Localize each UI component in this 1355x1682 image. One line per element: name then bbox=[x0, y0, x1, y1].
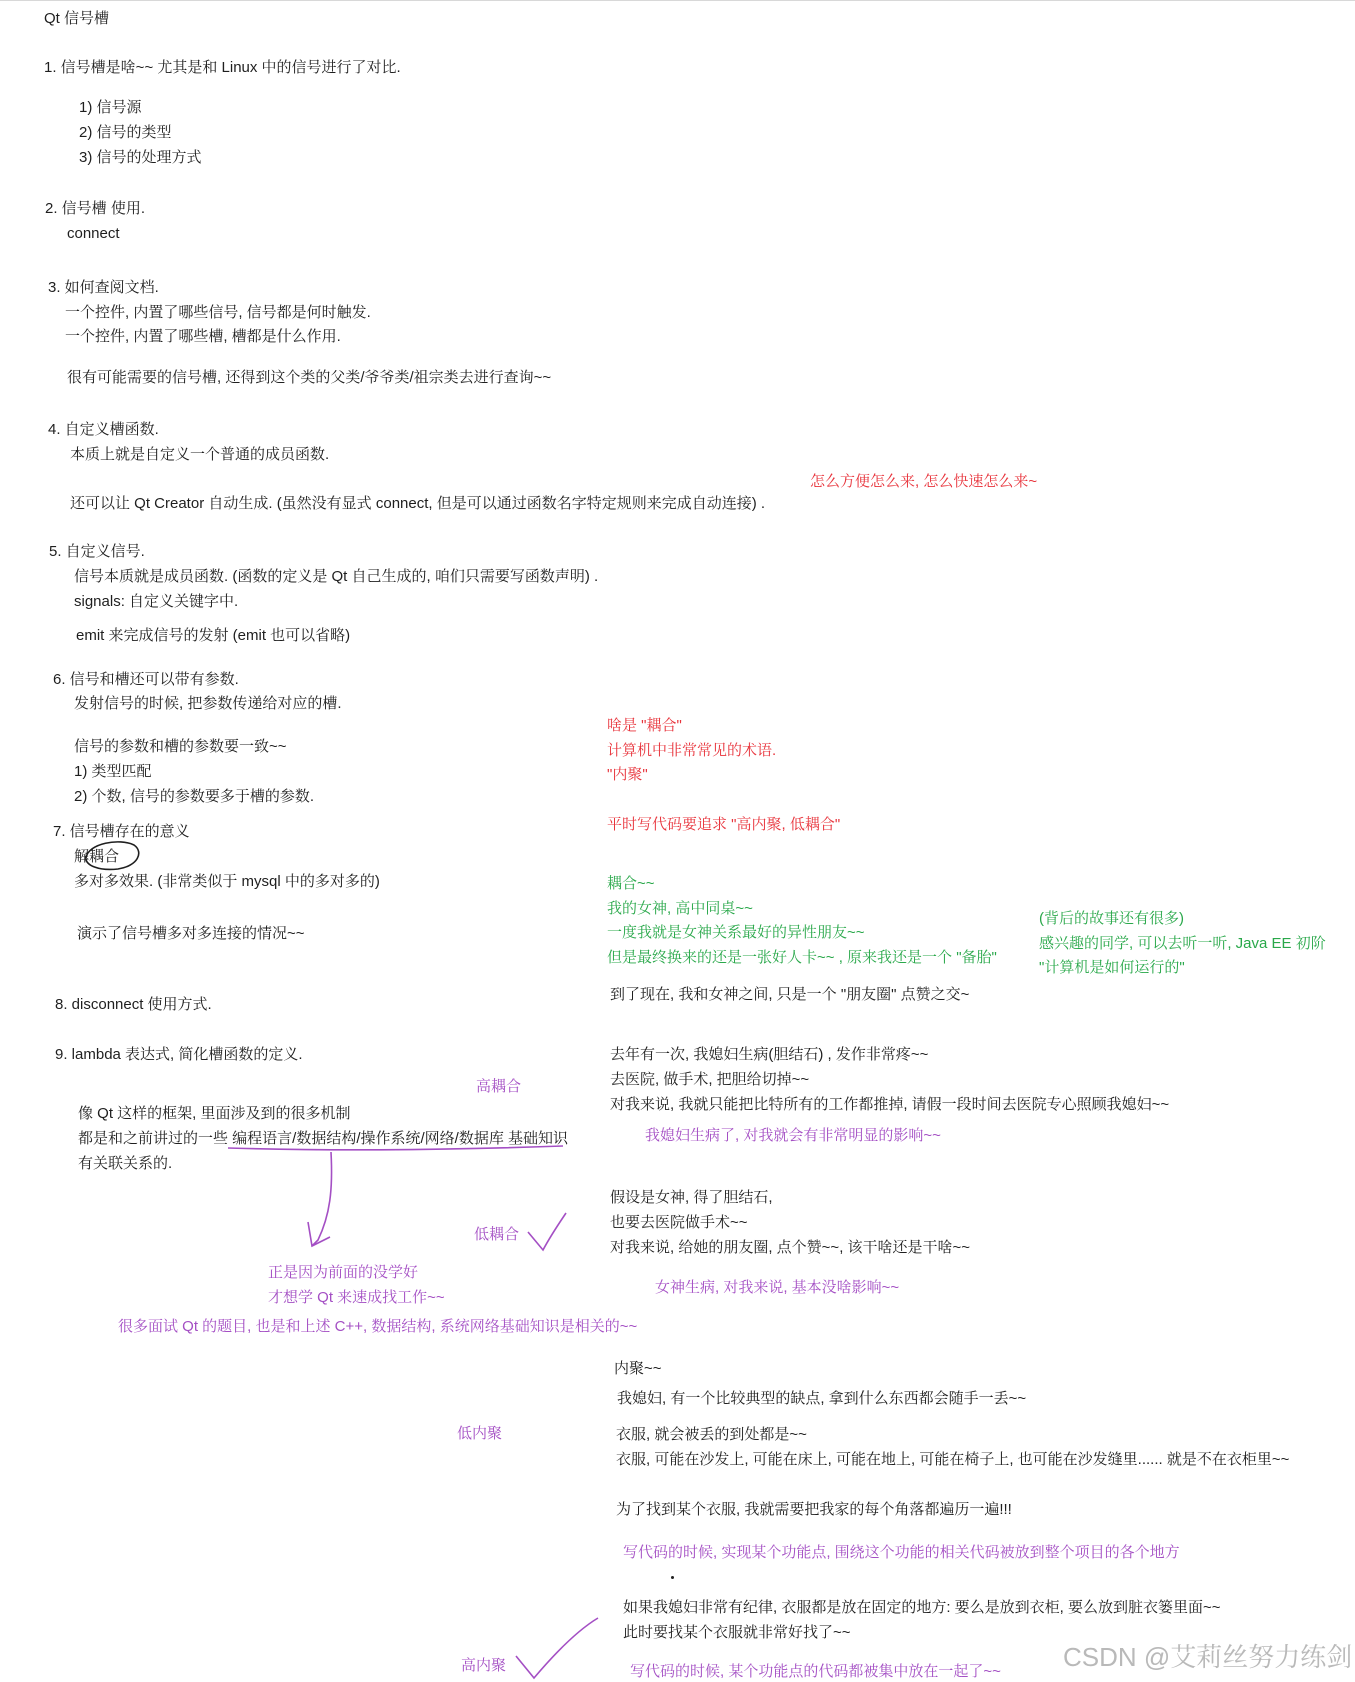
note-line: 衣服, 就会被丢的到处都是~~ bbox=[616, 1426, 807, 1443]
note-line: 演示了信号槽多对多连接的情况~~ bbox=[77, 925, 305, 942]
note-line: 3) 信号的处理方式 bbox=[79, 149, 202, 166]
green-note: "计算机是如何运行的" bbox=[1039, 959, 1185, 976]
red-note: 计算机中非常常见的术语. bbox=[607, 742, 777, 759]
ink-dot bbox=[671, 1576, 674, 1579]
note-line: 对我来说, 我就只能把比特所有的工作都推掉, 请假一段时间去医院专心照顾我媳妇~~ bbox=[610, 1096, 1170, 1113]
note-line: 对我来说, 给她的朋友圈, 点个赞~~, 该干啥还是干啥~~ bbox=[610, 1239, 971, 1256]
note-line: emit 来完成信号的发射 (emit 也可以省略) bbox=[76, 627, 351, 644]
green-note: (背后的故事还有很多) bbox=[1039, 910, 1184, 927]
note-line: 5. 自定义信号. bbox=[49, 543, 145, 560]
watermark: CSDN @艾莉丝努力练剑 bbox=[1063, 1642, 1353, 1672]
purple-note: 我媳妇生病了, 对我就会有非常明显的影响~~ bbox=[645, 1127, 941, 1144]
top-divider bbox=[0, 0, 1355, 1]
note-line: 2) 信号的类型 bbox=[79, 124, 172, 141]
note-line: 解耦合 bbox=[74, 848, 120, 865]
check-mark bbox=[528, 1213, 566, 1250]
note-line: 此时要找某个衣服就非常好找了~~ bbox=[623, 1624, 851, 1641]
purple-note-low-coupling: 低耦合 bbox=[474, 1226, 520, 1243]
note-line: 还可以让 Qt Creator 自动生成. (虽然没有显式 connect, 但是可以通过函数名字特定规则来完成自动连接) . bbox=[70, 495, 766, 512]
check-mark bbox=[516, 1618, 598, 1678]
note-line: 9. lambda 表达式, 简化槽函数的定义. bbox=[55, 1046, 303, 1063]
note-line: 4. 自定义槽函数. bbox=[48, 421, 159, 438]
note-line: 6. 信号和槽还可以带有参数. bbox=[53, 671, 239, 688]
note-line: 为了找到某个衣服, 我就需要把我家的每个角落都遍历一遍!!! bbox=[616, 1501, 1012, 1518]
note-line: 有关联关系的. bbox=[78, 1155, 173, 1172]
purple-note: 很多面试 Qt 的题目, 也是和上述 C++, 数据结构, 系统网络基础知识是相关的~~ bbox=[118, 1318, 638, 1335]
note-line: connect bbox=[67, 225, 120, 242]
purple-note-high-coupling: 高耦合 bbox=[476, 1078, 522, 1095]
purple-note-high-cohesion: 高内聚 bbox=[461, 1657, 507, 1674]
green-note: 一度我就是女神关系最好的异性朋友~~ bbox=[607, 924, 865, 941]
note-line: 信号本质就是成员函数. (函数的定义是 Qt 自己生成的, 咱们只需要写函数声明) . bbox=[74, 568, 599, 585]
note-line: 我媳妇, 有一个比较典型的缺点, 拿到什么东西都会随手一丢~~ bbox=[617, 1390, 1027, 1407]
note-line: 多对多效果. (非常类似于 mysql 中的多对多的) bbox=[74, 873, 380, 890]
hand-arrow-head bbox=[308, 1222, 330, 1246]
note-line: 假设是女神, 得了胆结石, bbox=[610, 1189, 773, 1206]
purple-note: 写代码的时候, 某个功能点的代码都被集中放在一起了~~ bbox=[630, 1663, 1001, 1680]
note-line: 2. 信号槽 使用. bbox=[45, 200, 146, 217]
purple-note-low-cohesion: 低内聚 bbox=[457, 1425, 503, 1442]
note-line: 2) 个数, 信号的参数要多于槽的参数. bbox=[74, 788, 315, 805]
purple-note: 写代码的时候, 实现某个功能点, 围绕这个功能的相关代码被放到整个项目的各个地方 bbox=[623, 1544, 1180, 1561]
note-line: 都是和之前讲过的一些 编程语言/数据结构/操作系统/网络/数据库 基础知识 bbox=[78, 1130, 569, 1147]
green-note: 我的女神, 高中同桌~~ bbox=[607, 900, 753, 917]
red-note: "内聚" bbox=[607, 766, 648, 783]
note-line: 像 Qt 这样的框架, 里面涉及到的很多机制 bbox=[78, 1105, 351, 1122]
note-line: 8. disconnect 使用方式. bbox=[55, 996, 212, 1013]
note-line: 信号的参数和槽的参数要一致~~ bbox=[74, 738, 287, 755]
note-line: 衣服, 可能在沙发上, 可能在床上, 可能在地上, 可能在椅子上, 也可能在沙发缝里...... 就是不在衣柜里~~ bbox=[616, 1451, 1290, 1468]
note-line: signals: 自定义关键字中. bbox=[74, 593, 239, 610]
note-line: 1) 信号源 bbox=[79, 99, 142, 116]
note-line: 一个控件, 内置了哪些槽, 槽都是什么作用. bbox=[65, 328, 341, 345]
red-note: 怎么方便怎么来, 怎么快速怎么来~ bbox=[810, 473, 1038, 490]
note-line: 7. 信号槽存在的意义 bbox=[53, 823, 190, 840]
note-line: 3. 如何查阅文档. bbox=[48, 279, 159, 296]
green-note: 感兴趣的同学, 可以去听一听, Java EE 初阶 bbox=[1039, 935, 1326, 952]
purple-note: 女神生病, 对我来说, 基本没啥影响~~ bbox=[655, 1279, 900, 1296]
note-line: 1) 类型匹配 bbox=[74, 763, 152, 780]
note-line: 一个控件, 内置了哪些信号, 信号都是何时触发. bbox=[65, 304, 371, 321]
page-title: Qt 信号槽 bbox=[44, 10, 110, 27]
purple-note: 才想学 Qt 来速成找工作~~ bbox=[268, 1289, 445, 1306]
note-line: 1. 信号槽是啥~~ 尤其是和 Linux 中的信号进行了对比. bbox=[44, 59, 401, 76]
note-line: 本质上就是自定义一个普通的成员函数. bbox=[70, 446, 330, 463]
red-note: 啥是 "耦合" bbox=[607, 717, 682, 734]
note-line: 到了现在, 我和女神之间, 只是一个 "朋友圈" 点赞之交~ bbox=[610, 986, 970, 1003]
note-line: 去年有一次, 我媳妇生病(胆结石) , 发作非常疼~~ bbox=[610, 1046, 929, 1063]
green-note: 耦合~~ bbox=[607, 875, 655, 892]
note-line: 内聚~~ bbox=[614, 1360, 662, 1377]
green-note: 但是最终换来的还是一张好人卡~~ , 原来我还是一个 "备胎" bbox=[607, 949, 997, 966]
hand-arrow bbox=[312, 1152, 332, 1246]
note-line: 去医院, 做手术, 把胆给切掉~~ bbox=[610, 1071, 810, 1088]
note-line: 发射信号的时候, 把参数传递给对应的槽. bbox=[74, 695, 342, 712]
purple-note: 正是因为前面的没学好 bbox=[268, 1264, 419, 1281]
red-note: 平时写代码要追求 "高内聚, 低耦合" bbox=[607, 816, 841, 833]
note-line: 也要去医院做手术~~ bbox=[610, 1214, 748, 1231]
note-line: 很有可能需要的信号槽, 还得到这个类的父类/爷爷类/祖宗类去进行查询~~ bbox=[67, 369, 552, 386]
note-line: 如果我媳妇非常有纪律, 衣服都是放在固定的地方: 要么是放到衣柜, 要么放到脏衣篓里面~~ bbox=[623, 1599, 1221, 1616]
